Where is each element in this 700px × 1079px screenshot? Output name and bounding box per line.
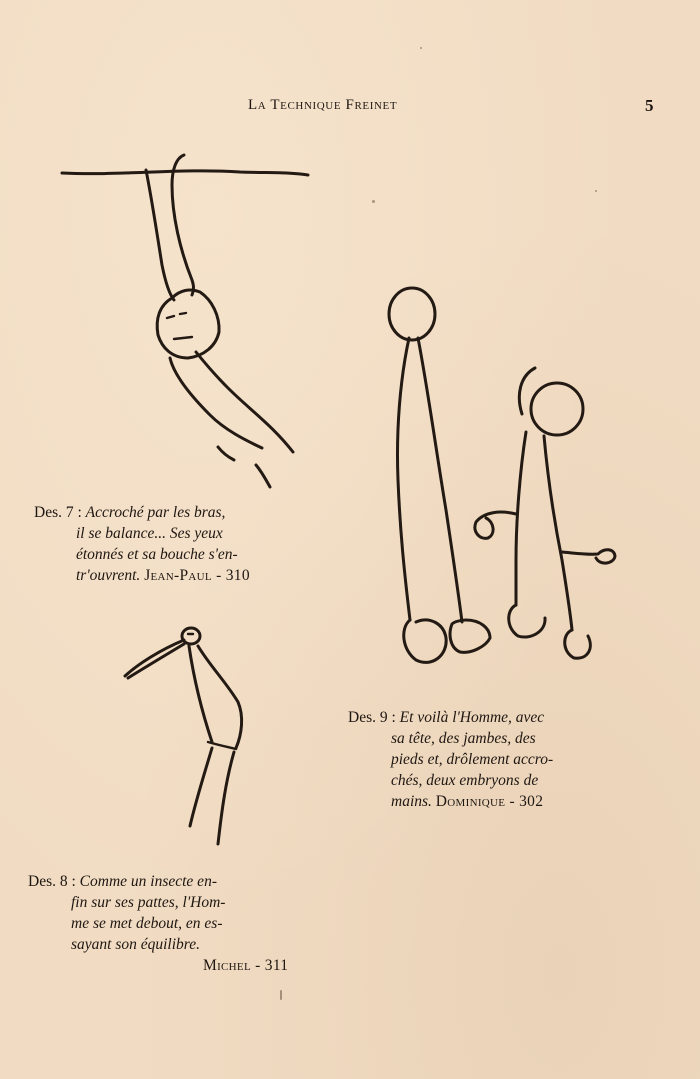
caption-des-7-line-1 <box>34 502 294 523</box>
caption-des-9-line-1 <box>348 707 646 728</box>
caption-des-8-text-4: sayant son équilibre. <box>71 936 201 953</box>
insect-figure-drawing <box>125 628 242 844</box>
paper-speck <box>280 990 282 1000</box>
caption-des-8-text-1: Comme un insecte en- <box>79 873 217 890</box>
two-figures-drawing <box>389 288 615 662</box>
caption-des-7-text-2: il se balance... Ses yeux <box>76 525 223 542</box>
caption-des-9-text-4: chés, deux embryons de <box>391 772 539 789</box>
caption-des-9-text-1: Et voilà l'Homme, avec <box>399 709 545 726</box>
caption-des-9-author: Dominique - 302 <box>435 793 544 810</box>
caption-des-7-text-1: Accroché par les bras, <box>85 504 226 521</box>
caption-des-7-text-4: tr'ouvrent. <box>76 567 141 584</box>
caption-des-8-line-1 <box>28 871 283 892</box>
caption-des-8-text-3: me se met debout, en es- <box>71 915 223 932</box>
paper-speck <box>595 190 597 192</box>
caption-des-8-line-5 <box>28 955 289 976</box>
caption-des-9-text-3: pieds et, drôlement accro- <box>391 751 554 768</box>
caption-des-9-line-5 <box>348 791 646 812</box>
hanging-figure-drawing <box>62 155 308 487</box>
caption-des-9-text-2: sa tête, des jambes, des <box>391 730 536 747</box>
caption-des-7 <box>34 502 294 586</box>
caption-des-7-text-3: étonnés et sa bouche s'en- <box>76 546 238 563</box>
caption-des-9 <box>348 707 646 812</box>
page-number: 5 <box>645 96 654 115</box>
caption-des-9-label: Des. 9 : <box>348 709 396 726</box>
caption-des-7-line-4 <box>34 565 294 586</box>
running-title: La Technique Freinet <box>248 97 398 113</box>
caption-des-7-author: Jean-Paul - 310 <box>144 567 250 584</box>
paper-speck <box>372 200 375 203</box>
caption-des-8-text-2: fin sur ses pattes, l'Hom- <box>71 894 226 911</box>
caption-des-8-label: Des. 8 : <box>28 873 76 890</box>
caption-des-7-label: Des. 7 : <box>34 504 82 521</box>
caption-des-8 <box>28 871 289 976</box>
paper-speck <box>420 47 422 49</box>
caption-des-8-author: Michel - 311 <box>203 957 289 974</box>
caption-des-9-text-5: mains. <box>391 793 432 810</box>
